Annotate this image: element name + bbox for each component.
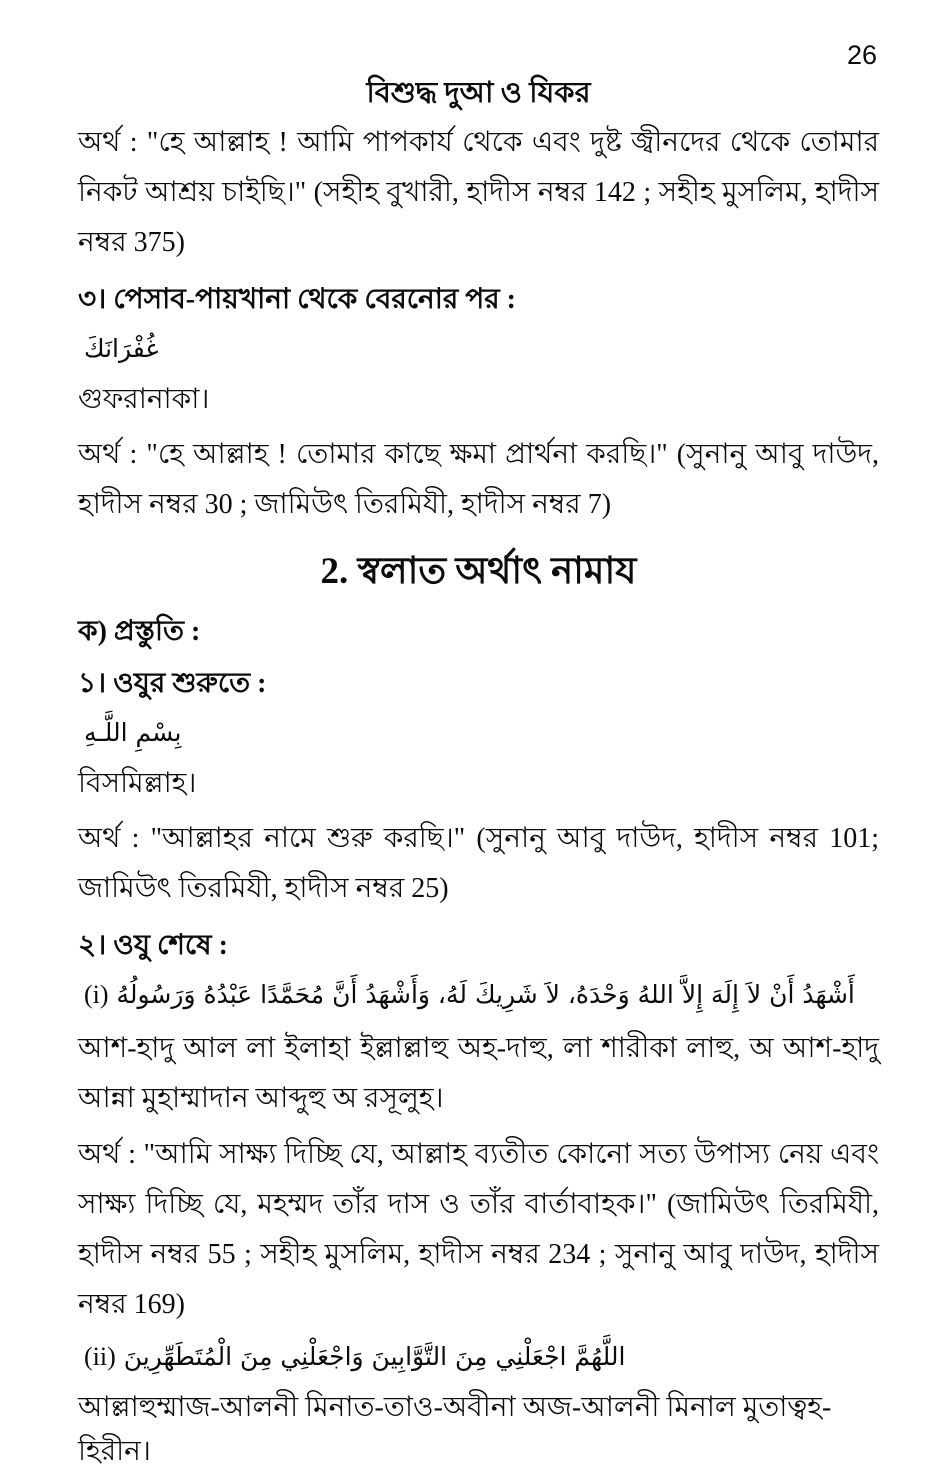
wudu-end-dua1-line bbox=[78, 974, 879, 1016]
dua1-roman-marker: (i) bbox=[84, 980, 109, 1009]
item3-heading: ৩। পেসাব-পায়খানা থেকে বেরনোর পর : bbox=[78, 284, 516, 315]
wudu-end-heading: ২। ওযু শেষে : bbox=[78, 930, 228, 961]
salat-chapter-title: 2. স্বলাত অর্থাৎ নামায bbox=[320, 551, 637, 592]
wudu-end-dua1-transliteration: আশ-হাদু আল লা ইলাহা ইল্লাল্লাহু অহ-দাহু, লা শারীকা লাহু, অ আশ-হাদু আন্না মুহাম্মাদান আব্দুহু অ রসূলুহ। bbox=[78, 1033, 879, 1114]
wudu-end-dua1-meaning: অর্থ : "আমি সাক্ষ্য দিচ্ছি যে, আল্লাহ ব্যতীত কোনো সত্য উপাস্য নেয় এবং সাক্ষ্য দিচ্ছি যে, মহম্মদ তাঁর দাস ও তাঁর বার্তাবাহক।" (জামিউৎ তিরমিযী, হাদীস নম্বর 55 ; সহীহ মুসলিম, হাদীস নম্বর 234 ; সুনানু আবু দাউদ, হাদীস নম্বর 169) bbox=[78, 1139, 879, 1320]
dua2-roman-marker: (ii) bbox=[84, 1342, 116, 1371]
wudu-start-heading: ১। ওযুর শুরুতে : bbox=[78, 668, 267, 699]
arabic-dua-bismillah: بِسْمِ اللَّـهِ bbox=[84, 718, 182, 747]
arabic-dua-shahada: أَشْهَدُ أَنْ لاَ إِلَهَ إِلاَّ اللهُ وَحْدَهُ، لاَ شَرِيكَ لَهُ، وَأَشْهَدُ أَنَّ مُحَمَّدًا عَبْدُهُ وَرَسُولُهُ bbox=[116, 980, 855, 1009]
item3-arabic-text bbox=[78, 328, 879, 370]
page-number: 26 bbox=[846, 40, 877, 70]
meaning-paragraph-bukhari-142: অর্থ : "হে আল্লাহ ! আমি পাপকার্য থেকে এবং দুষ্ট জ্বীনদের থেকে তোমার নিকট আশ্রয় চাইছি।" (সহীহ বুখারী, হাদীস নম্বর 142 ; সহীহ মুসলিম, হাদীস নম্বর 375) bbox=[78, 127, 879, 258]
item3-transliteration: গুফরানাকা। bbox=[78, 384, 210, 415]
arabic-dua-allahummajalni: اللَّهُمَّ اجْعَلْنِي مِنَ التَّوَّابِينَ وَاجْعَلْنِي مِنَ الْمُتَطَهِّرِينَ bbox=[123, 1342, 626, 1371]
wudu-end-dua2-line bbox=[78, 1336, 879, 1378]
wudu-start-arabic-text bbox=[78, 712, 879, 754]
item3-meaning: অর্থ : "হে আল্লাহ ! তোমার কাছে ক্ষমা প্রার্থনা করছি।" (সুনানু আবু দাউদ, হাদীস নম্বর 30 ; জামিউৎ তিরমিযী, হাদীস নম্বর 7) bbox=[78, 439, 879, 520]
preparation-heading: ক) প্রস্তুতি : bbox=[78, 616, 201, 647]
wudu-start-transliteration: বিসমিল্লাহ। bbox=[78, 768, 197, 799]
page-title: বিশুদ্ধ দুআ ও যিকর bbox=[366, 77, 591, 109]
wudu-end-dua2-transliteration: আল্লাহুম্মাজ-আলনী মিনাত-তাও-অবীনা অজ-আলনী মিনাল মুতাত্বহ-হিরীন। bbox=[78, 1392, 832, 1467]
wudu-start-meaning: অর্থ : "আল্লাহর নামে শুরু করছি।" (সুনানু আবু দাউদ, হাদীস নম্বর 101; জামিউৎ তিরমিযী, হাদীস নম্বর 25) bbox=[78, 823, 879, 904]
arabic-dua-ghufranaka: غُفْرَانَكَ bbox=[84, 334, 159, 363]
